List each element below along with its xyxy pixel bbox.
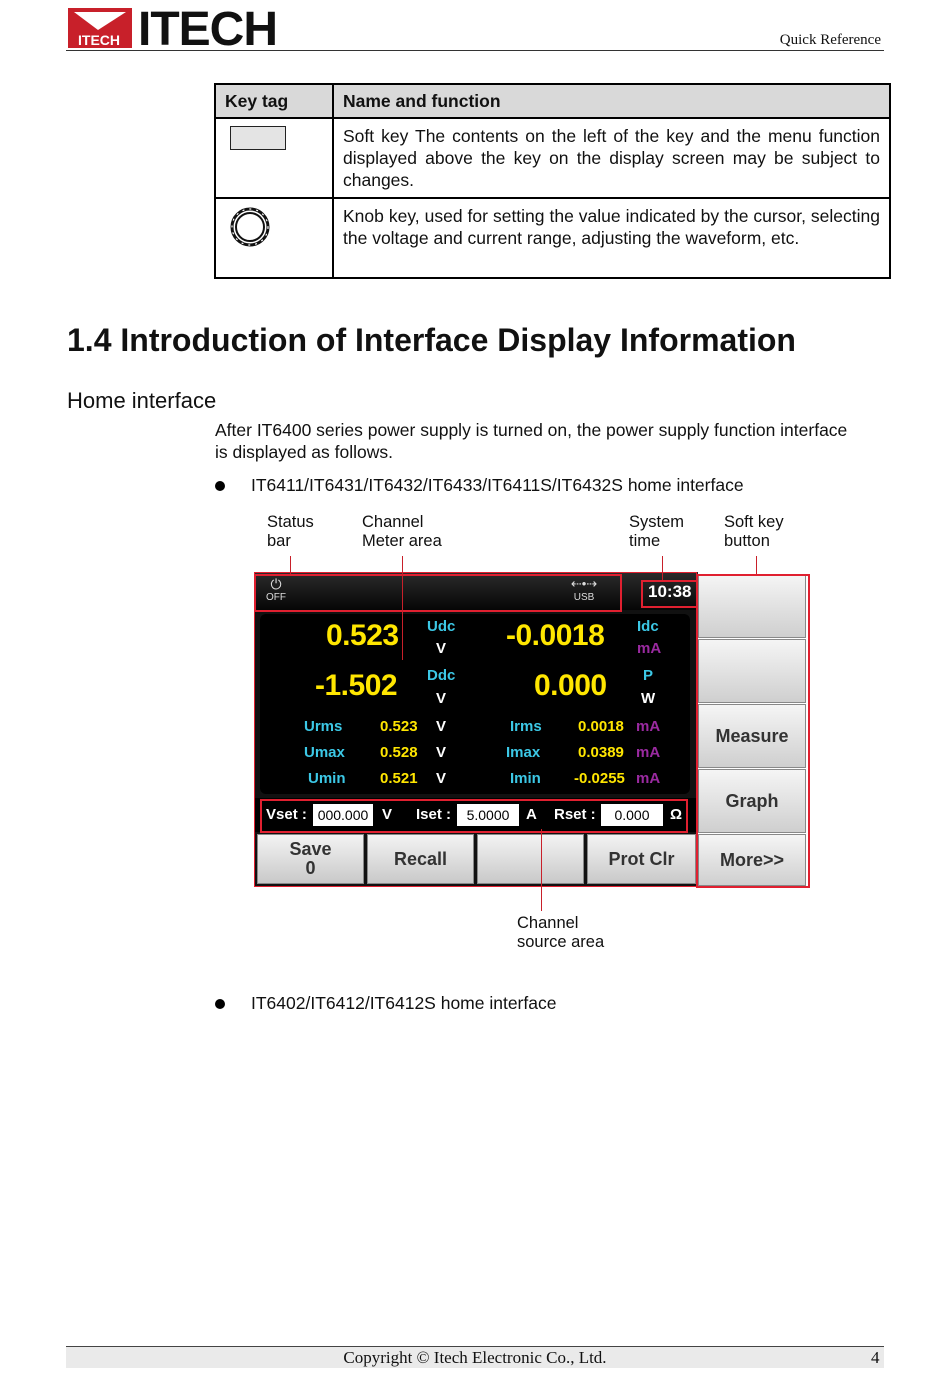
table-header-name-function: Name and function bbox=[333, 84, 890, 118]
logo-mark-icon bbox=[68, 8, 132, 48]
power-icon: ⏻ OFF bbox=[266, 576, 286, 603]
umin-value: 0.521 bbox=[380, 770, 418, 787]
bullet-dot-icon bbox=[215, 999, 225, 1009]
footer-copyright: Copyright © Itech Electronic Co., Ltd. bbox=[343, 1348, 607, 1367]
iset-field[interactable]: 5.0000 bbox=[457, 804, 519, 826]
umin-label: Umin bbox=[308, 770, 346, 787]
screen-highlight bbox=[254, 572, 697, 887]
soft-key-highlight bbox=[696, 574, 810, 888]
urms-value: 0.523 bbox=[380, 718, 418, 735]
callout-system-time: System time bbox=[629, 513, 685, 550]
irms-unit: mA bbox=[636, 718, 661, 735]
p-unit: W bbox=[641, 690, 656, 707]
ddc-unit: V bbox=[436, 690, 447, 707]
vset-unit: V bbox=[382, 806, 393, 823]
svg-text:ITECH: ITECH bbox=[78, 32, 120, 48]
urms-label: Urms bbox=[304, 718, 343, 735]
knob-icon bbox=[229, 206, 271, 248]
save-button[interactable]: Save 0 bbox=[257, 834, 364, 884]
ddc-label: Ddc bbox=[427, 667, 456, 684]
rset-field[interactable]: 0.000 bbox=[601, 804, 663, 826]
irms-label: Irms bbox=[510, 718, 542, 735]
udc-value: 0.523 bbox=[326, 619, 399, 652]
page-number: 4 bbox=[871, 1348, 880, 1367]
soft-key-leader bbox=[756, 556, 757, 574]
graph-soft-key[interactable]: Graph bbox=[698, 769, 806, 833]
udc-label: Udc bbox=[427, 618, 456, 635]
itech-logo bbox=[68, 3, 296, 56]
bullet-dot-icon bbox=[215, 481, 225, 491]
header-title: Quick Reference bbox=[779, 32, 881, 48]
iset-unit: A bbox=[526, 806, 537, 823]
soft-key-description: Soft key The contents on the left of the key and the menu function displayed above the key on the display screen may be subject to changes. bbox=[333, 118, 890, 198]
p-label: P bbox=[643, 667, 654, 684]
intro-paragraph: After IT6400 series power supply is turned on, the power supply function interface is displayed as follows. bbox=[215, 420, 848, 462]
idc-value: -0.0018 bbox=[506, 619, 605, 652]
status-bar-leader bbox=[290, 556, 291, 574]
channel-meter-leader bbox=[402, 556, 403, 660]
umax-unit: V bbox=[436, 744, 447, 761]
idc-unit: mA bbox=[637, 640, 662, 657]
knob-key-description: Knob key, used for setting the value indicated by the cursor, selecting the voltage and current range, adjusting the waveform, etc. bbox=[333, 198, 890, 278]
system-time: 10:38 bbox=[648, 582, 692, 601]
imin-label: Imin bbox=[510, 770, 541, 787]
callout-status-bar: Status bar bbox=[267, 513, 314, 550]
callout-soft-key: Soft key button bbox=[724, 513, 784, 550]
umax-value: 0.528 bbox=[380, 744, 418, 761]
prot-clr-button[interactable]: Prot Clr bbox=[587, 834, 696, 884]
iset-label: Iset : bbox=[416, 806, 452, 823]
logo-wordmark: ITECH bbox=[138, 3, 277, 56]
channel-source-leader bbox=[541, 829, 542, 911]
more-soft-key[interactable]: More>> bbox=[698, 834, 806, 886]
callout-channel-meter: Channel Meter area bbox=[362, 513, 442, 550]
recall-button[interactable]: Recall bbox=[367, 834, 474, 884]
table-row bbox=[215, 198, 890, 278]
system-time-leader bbox=[662, 556, 663, 580]
idc-label: Idc bbox=[637, 618, 659, 635]
imax-label: Imax bbox=[506, 744, 541, 761]
table-row bbox=[215, 118, 890, 198]
rset-unit: Ω bbox=[670, 806, 683, 823]
rset-label: Rset : bbox=[554, 806, 596, 823]
knob-key-cell bbox=[215, 198, 333, 278]
imax-value: 0.0389 bbox=[578, 744, 624, 761]
soft-key-cell bbox=[215, 118, 333, 198]
umax-label: Umax bbox=[304, 744, 345, 761]
soft-key-icon bbox=[230, 126, 286, 150]
callout-channel-source: Channel source area bbox=[517, 914, 605, 951]
usb-icon: ⇠•⇢ USB bbox=[570, 576, 598, 603]
measure-soft-key[interactable]: Measure bbox=[698, 704, 806, 768]
subheading: Home interface bbox=[67, 388, 217, 413]
table-header-key-tag: Key tag bbox=[215, 84, 333, 118]
irms-value: 0.0018 bbox=[578, 718, 624, 735]
ddc-value: -1.502 bbox=[315, 669, 398, 702]
p-value: 0.000 bbox=[534, 669, 607, 702]
imax-unit: mA bbox=[636, 744, 661, 761]
urms-unit: V bbox=[436, 718, 447, 735]
udc-unit: V bbox=[436, 640, 447, 657]
imin-unit: mA bbox=[636, 770, 661, 787]
imin-value: -0.0255 bbox=[574, 770, 625, 787]
vset-field[interactable]: 000.000 bbox=[313, 804, 373, 826]
key-tag-table bbox=[214, 83, 891, 279]
vset-label: Vset : bbox=[266, 806, 307, 823]
header-divider bbox=[66, 50, 884, 51]
umin-unit: V bbox=[436, 770, 447, 787]
section-title: 1.4 Introduction of Interface Display Information bbox=[67, 322, 796, 358]
